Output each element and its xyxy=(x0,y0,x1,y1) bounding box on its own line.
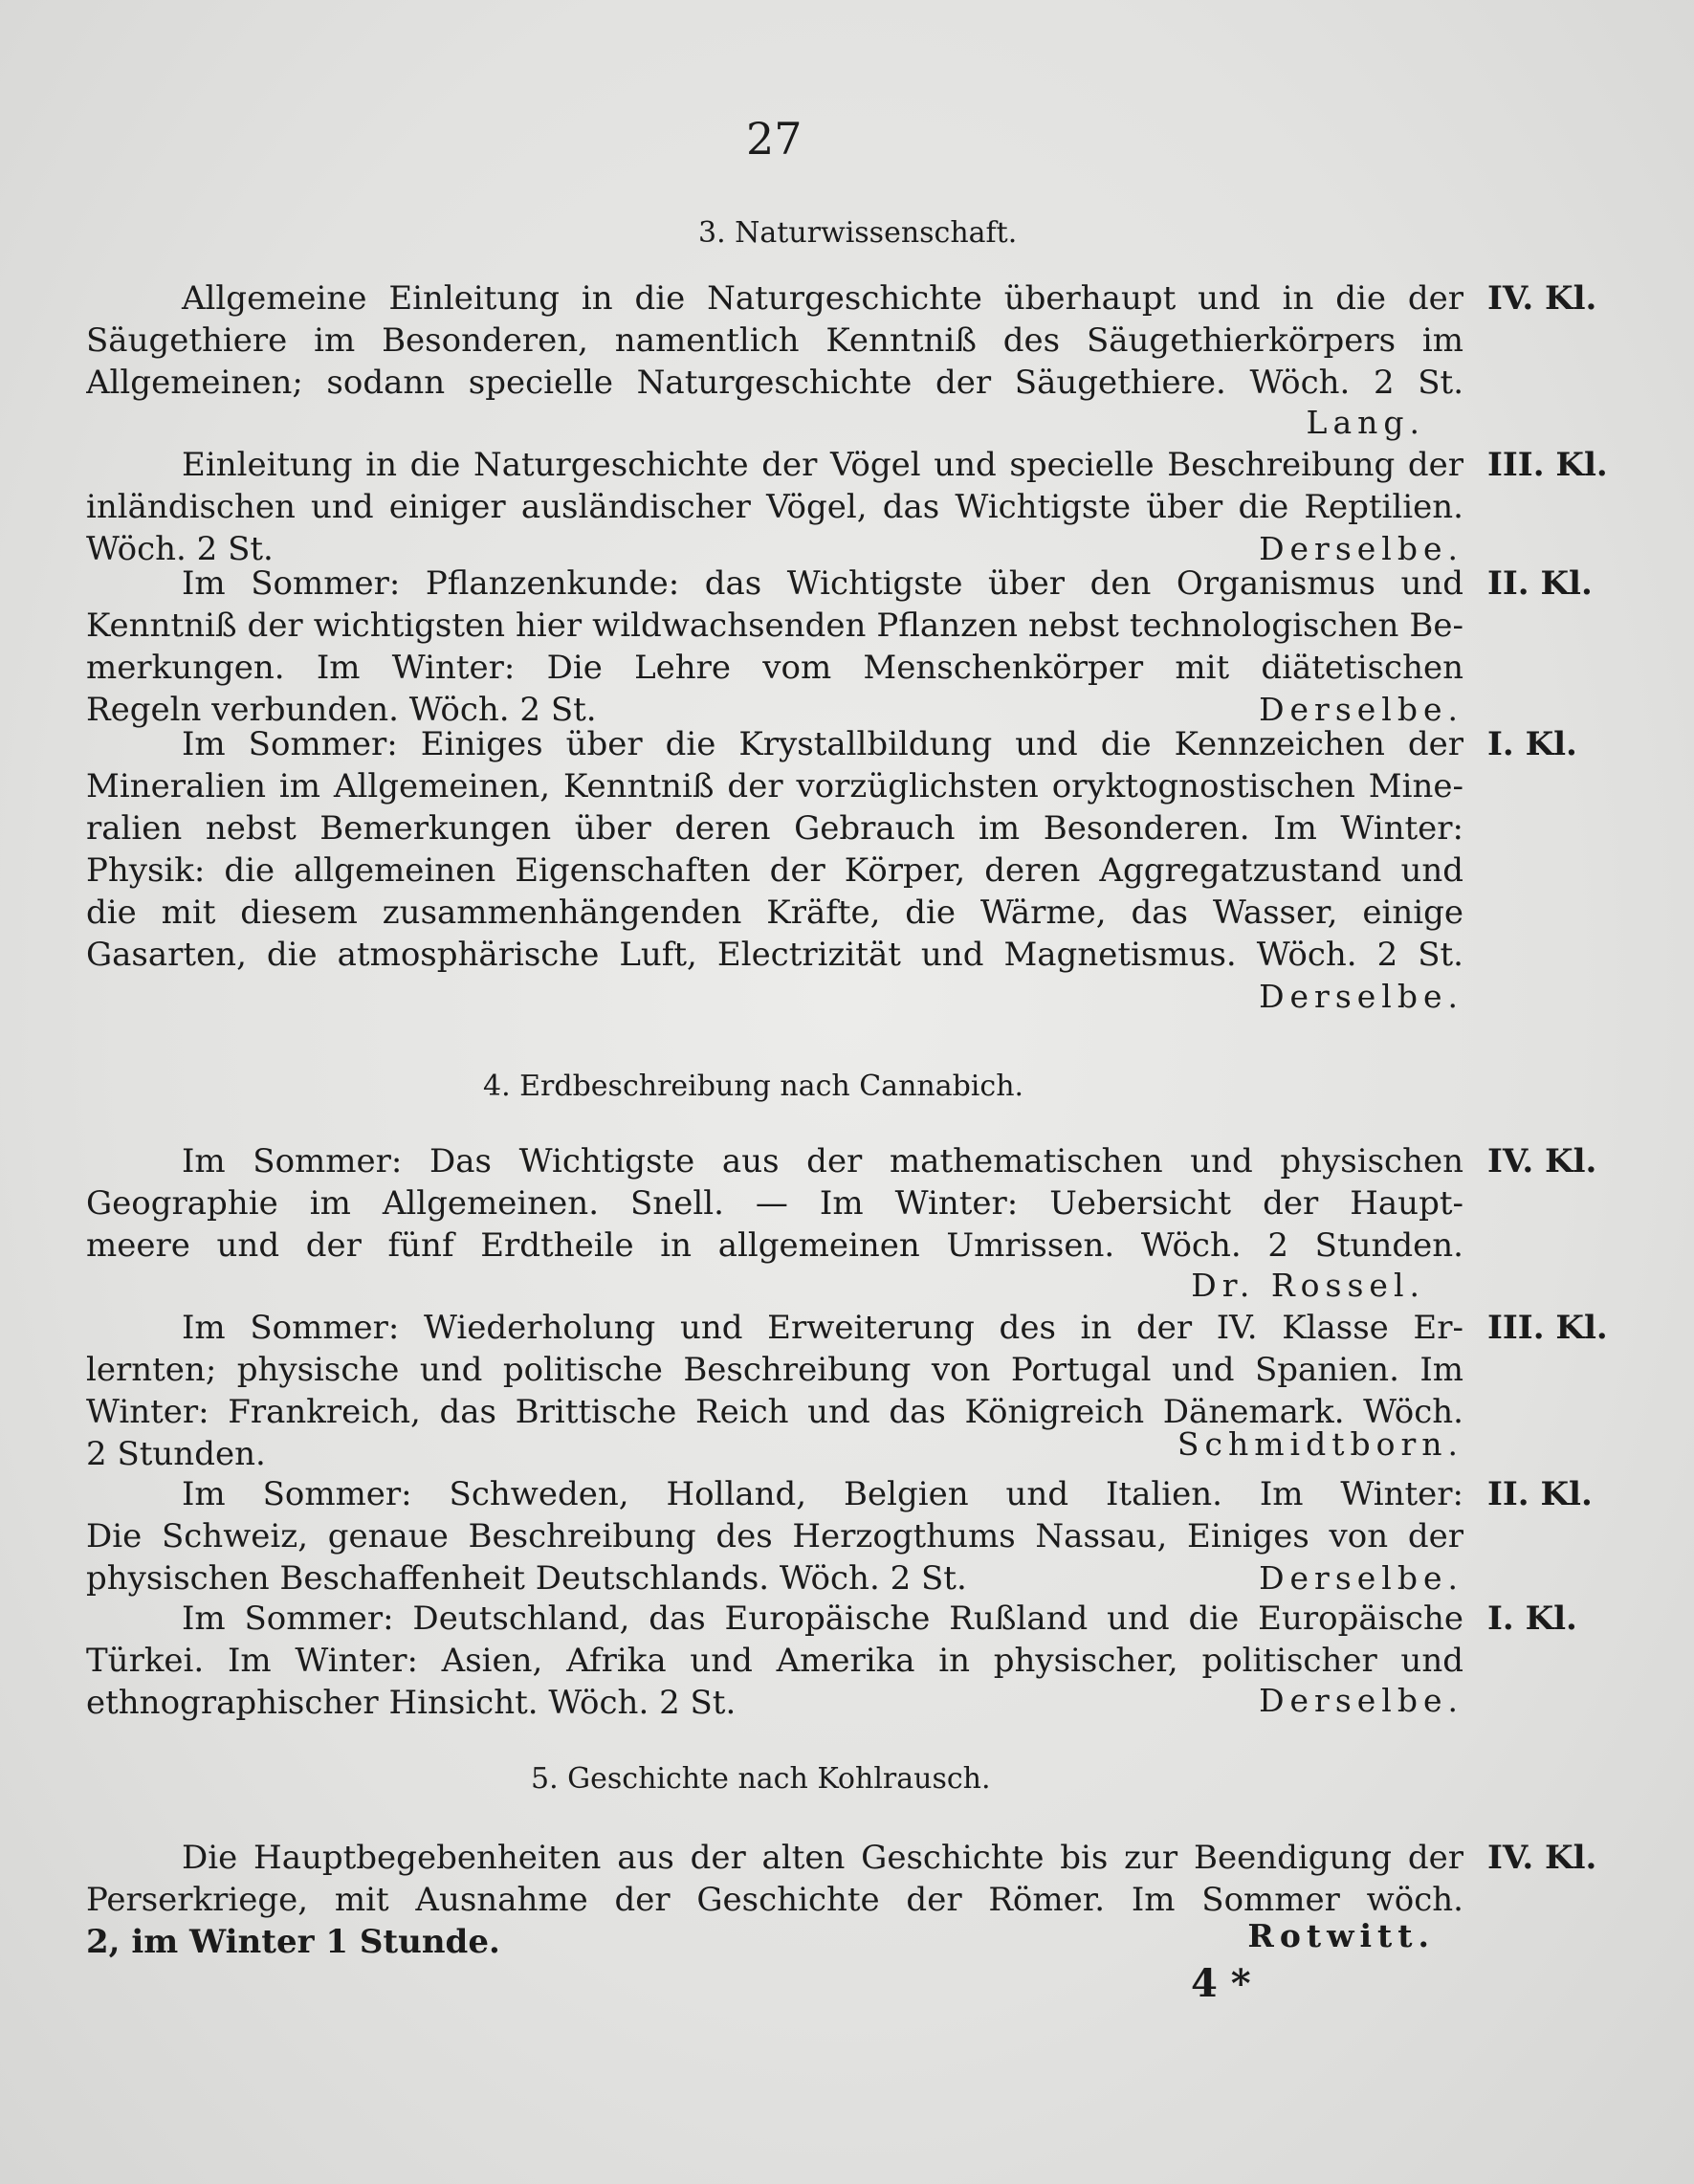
text-line: lernten; physische und politische Beschreibung von Portugal und Spanien. Im xyxy=(86,1351,1463,1389)
text-line: Im Sommer: Schweden, Holland, Belgien und Italien. Im Winter: xyxy=(182,1475,1463,1513)
teacher-name: Schmidtborn. xyxy=(1177,1425,1463,1463)
text-line: Die Schweiz, genaue Beschreibung des Herzogthums Nassau, Einiges von der xyxy=(86,1517,1463,1555)
signature-mark: 4 * xyxy=(1191,1961,1251,2006)
text-line: Regeln verbunden. Wöch. 2 St. xyxy=(86,691,597,729)
text-line: meere und der fünf Erdtheile in allgemeinen Umrissen. Wöch. 2 Stunden. xyxy=(86,1226,1463,1265)
text-line: Im Sommer: Einiges über die Krystallbildung und die Kennzeichen der xyxy=(182,725,1463,763)
text-line: die mit diesem zusammenhängenden Kräfte, die Wärme, das Wasser, einige xyxy=(86,893,1463,932)
teacher-name: Rotwitt. xyxy=(1247,1917,1435,1954)
text-line: Wöch. 2 St. xyxy=(86,530,274,568)
class-label: II. Kl. xyxy=(1487,564,1593,603)
text-line: inländischen und einiger ausländischer Vögel, das Wichtigste über die Reptilien. xyxy=(86,488,1463,526)
class-label: I. Kl. xyxy=(1487,1599,1577,1638)
section-heading-geschichte: 5. Geschichte nach Kohlrausch. xyxy=(531,1762,991,1796)
text-line: Winter: Frankreich, das Brittische Reich und das Königreich Dänemark. Wöch. xyxy=(86,1393,1463,1431)
text-line: Türkei. Im Winter: Asien, Afrika und Amerika in physischer, politischer und xyxy=(86,1642,1463,1680)
text-line: Im Sommer: Das Wichtigste aus der mathematischen und physischen xyxy=(182,1142,1463,1180)
class-label: III. Kl. xyxy=(1487,446,1608,484)
class-label: IV. Kl. xyxy=(1487,279,1597,318)
text-line: Physik: die allgemeinen Eigenschaften der Körper, deren Aggregatzustand und xyxy=(86,851,1463,890)
text-line: Säugethiere im Besonderen, namentlich Kenntniß des Säugethierkörpers im xyxy=(86,321,1463,360)
teacher-name: Derselbe. xyxy=(1259,691,1463,728)
text-line: physischen Beschaffenheit Deutschlands. Wöch. 2 St. xyxy=(86,1559,967,1598)
class-label: II. Kl. xyxy=(1487,1475,1593,1513)
text-line: merkungen. Im Winter: Die Lehre vom Menschenkörper mit diätetischen xyxy=(86,649,1463,687)
text-line: 2 Stunden. xyxy=(86,1435,266,1473)
text-line: Geographie im Allgemeinen. Snell. — Im Winter: Uebersicht der Haupt- xyxy=(86,1184,1463,1223)
teacher-name: Lang. xyxy=(1306,404,1425,441)
teacher-name: Dr. Rossel. xyxy=(1191,1267,1425,1304)
class-label: IV. Kl. xyxy=(1487,1142,1597,1180)
text-line: Kenntniß der wichtigsten hier wildwachsenden Pflanzen nebst technologischen Be- xyxy=(86,607,1463,645)
section-heading-naturwissenschaft: 3. Naturwissenschaft. xyxy=(698,216,1018,250)
text-line: Im Sommer: Deutschland, das Europäische Rußland und die Europäische xyxy=(182,1599,1463,1638)
text-line: Die Hauptbegebenheiten aus der alten Geschichte bis zur Beendigung der xyxy=(182,1839,1463,1877)
text-line: Allgemeinen; sodann specielle Naturgeschichte der Säugethiere. Wöch. 2 St. xyxy=(86,364,1463,402)
text-line: ethnographischer Hinsicht. Wöch. 2 St. xyxy=(86,1684,737,1722)
text-line: Perserkriege, mit Ausnahme der Geschichte der Römer. Im Sommer wöch. xyxy=(86,1881,1463,1919)
section-heading-erdbeschreibung: 4. Erdbeschreibung nach Cannabich. xyxy=(483,1070,1024,1103)
teacher-name: Derselbe. xyxy=(1259,1559,1463,1597)
class-label: III. Kl. xyxy=(1487,1309,1608,1347)
page-number: 27 xyxy=(746,113,803,165)
text-line: Im Sommer: Wiederholung und Erweiterung des in der IV. Klasse Er- xyxy=(182,1309,1463,1347)
text-line: Allgemeine Einleitung in die Naturgeschichte überhaupt und in die der xyxy=(182,279,1463,318)
text-line: Einleitung in die Naturgeschichte der Vögel und specielle Beschreibung der xyxy=(182,446,1463,484)
text-line: Mineralien im Allgemeinen, Kenntniß der vorzüglichsten oryktognostischen Mine- xyxy=(86,767,1463,805)
text-line: ralien nebst Bemerkungen über deren Gebrauch im Besonderen. Im Winter: xyxy=(86,809,1463,848)
teacher-name: Derselbe. xyxy=(1259,978,1463,1015)
text-line: 2, im Winter 1 Stunde. xyxy=(86,1923,500,1961)
text-line: Gasarten, die atmosphärische Luft, Electrizität und Magnetismus. Wöch. 2 St. xyxy=(86,936,1463,974)
text-line: Im Sommer: Pflanzenkunde: das Wichtigste über den Organismus und xyxy=(182,564,1463,603)
teacher-name: Derselbe. xyxy=(1259,1682,1463,1719)
teacher-name: Derselbe. xyxy=(1259,530,1463,567)
class-label: IV. Kl. xyxy=(1487,1839,1597,1877)
class-label: I. Kl. xyxy=(1487,725,1577,763)
